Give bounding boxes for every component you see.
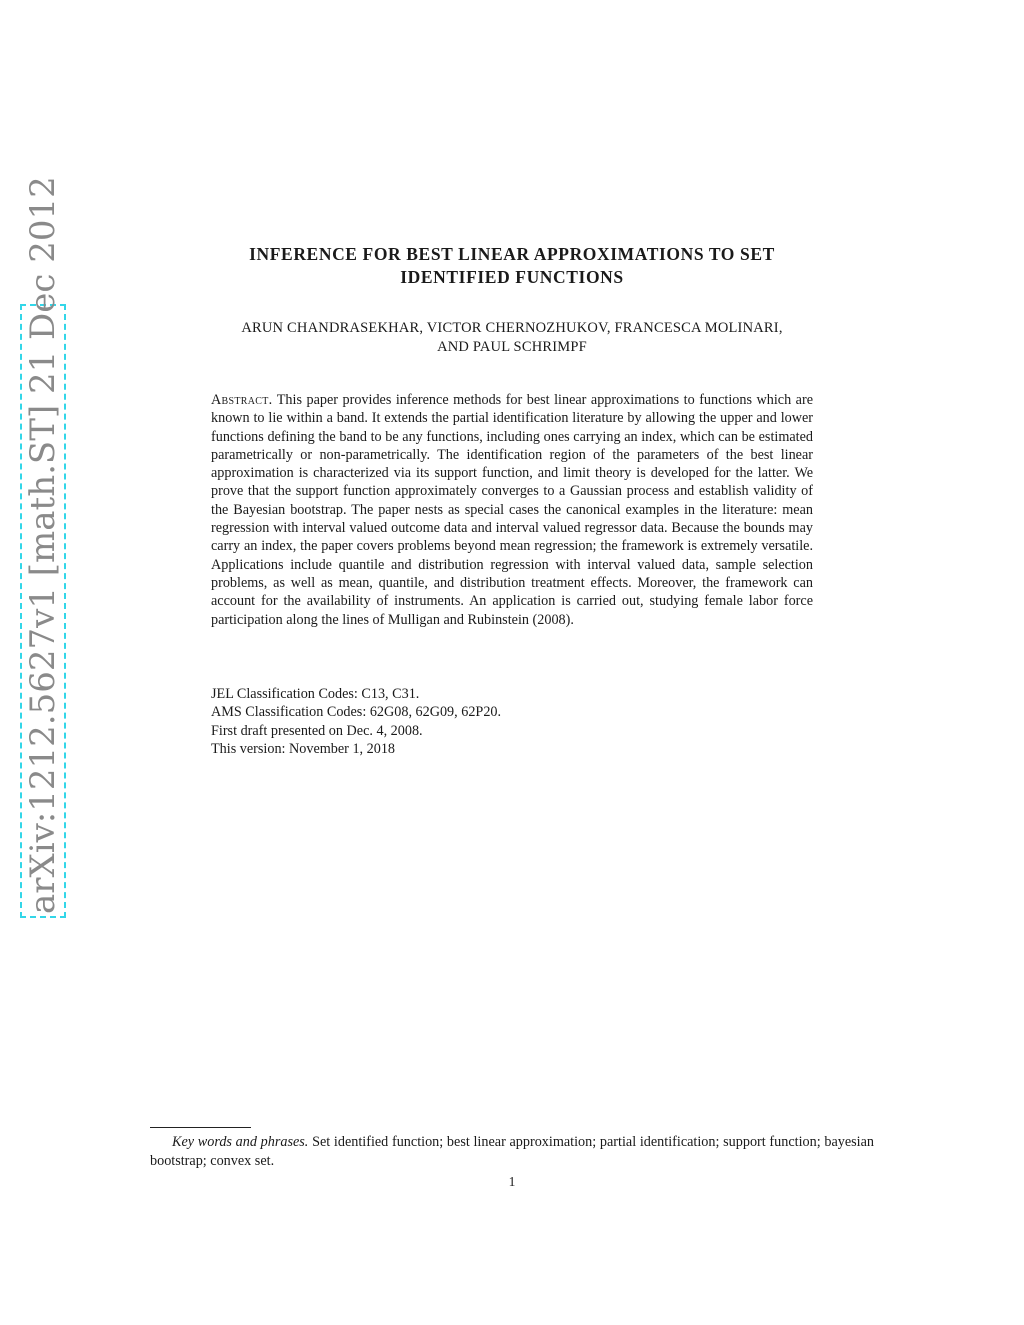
version-date: This version: November 1, 2018 [211,740,396,757]
abstract [211,391,813,629]
page-number: 1 [508,1174,516,1189]
abstract-label: Abstract. [211,392,273,408]
title-line-2: IDENTIFIED FUNCTIONS [400,267,624,287]
author-list [150,319,874,357]
ams-codes: AMS Classification Codes: 62G08, 62G09, 62P20. [211,704,502,721]
keywords-label: Key words and phrases. [172,1134,309,1150]
arxiv-stamp: arXiv:1212.5627v1 [math.ST] 21 Dec 2012 [23,176,63,914]
footnote-rule [150,1127,251,1128]
title-line-1: INFERENCE FOR BEST LINEAR APPROXIMATIONS TO SET [249,244,775,264]
first-draft-date: First draft presented on Dec. 4, 2008. [211,722,423,739]
authors-line-1: ARUN CHANDRASEKHAR, VICTOR CHERNOZHUKOV, FRANCESCA MOLINARI, [241,320,783,336]
paper-title [150,243,874,289]
abstract-text: This paper provides inference methods for best linear approximations to functions which are known to lie within a band. It extends the partial identification literature by allowing the upper and lower functions defining the band to be any functions, including ones carrying an index, which can be estimated parametrically or non-parametrically. The identification region of the parameters of the best linear approximation is characterized via its support function, and limit theory is developed for the latter. We prove that the support function approximately converges to a Gaussian process and establish validity of the Bayesian bootstrap. The paper nests as special cases the canonical examples in the literature: mean regression with interval valued outcome data and interval valued regressor data. Because the bounds may carry an index, the paper covers problems beyond mean regression; the framework is extremely versatile. Applications include quantile and distribution regression with interval valued data, sample selection problems, as well as mean, quantile, and distribution treatment effects. Moreover, the framework can account for the availability of instruments. An application is carried out, studying female labor force participation along the lines of Mulligan and Rubinstein (2008). [211,392,813,628]
classification-info [211,685,813,758]
jel-codes: JEL Classification Codes: C13, C31. [211,686,420,702]
keywords-text: Set identified function; best linear approximation; partial identification; support function; bayesian bootstrap; convex set. [150,1134,874,1169]
authors-line-2: AND PAUL SCHRIMPF [437,339,587,355]
keywords-footnote [150,1133,874,1171]
